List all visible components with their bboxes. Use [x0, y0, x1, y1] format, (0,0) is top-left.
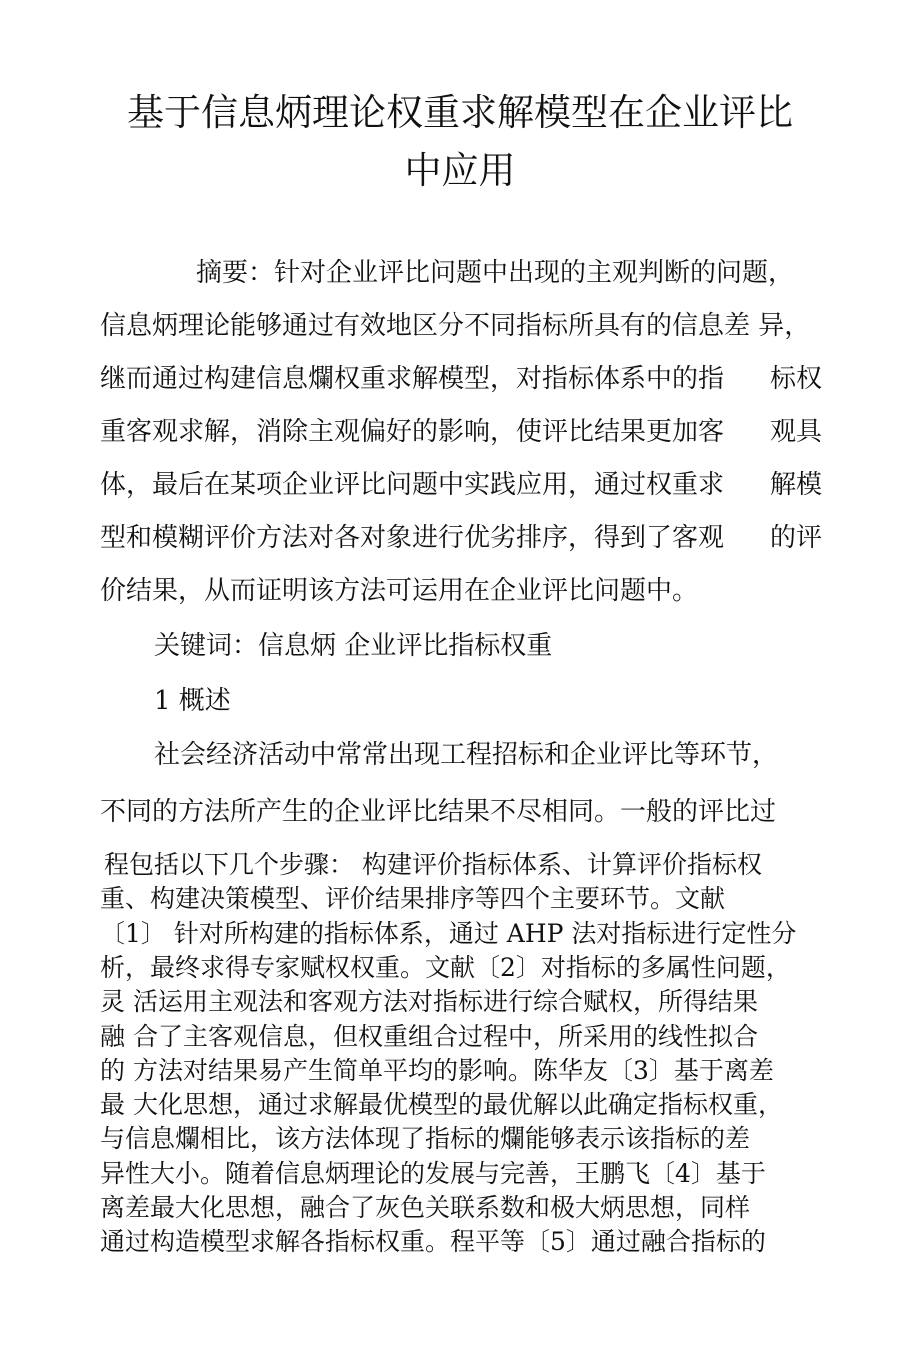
intro-body-line: 离差最大化思想，融合了灰色关联系数和极大炳思想，同样 — [100, 1193, 751, 1222]
intro-body-line: 通过构造模型求解各指标权重。程平等〔5〕通过融合指标的 — [100, 1227, 766, 1256]
intro-body-line: 的 方法对结果易产生简单平均的影响。陈华友〔3〕基于离差 — [100, 1056, 774, 1085]
abstract-line-5-right: 解模 — [770, 470, 823, 500]
title-line-2: 中应用 — [404, 149, 516, 192]
section-heading-overview: 1 概述 — [154, 686, 231, 716]
keywords: 关键词：信息炳 企业评比指标权重 — [154, 631, 553, 661]
abstract-line-4-left: 重客观求解，消除主观偏好的影响，使评比结果更加客 — [100, 417, 725, 447]
abstract-line-5 — [100, 464, 822, 498]
intro-line-1: 社会经济活动中常常出现工程招标和企业评比等环节， — [154, 740, 779, 770]
title-line-1: 基于信息炳理论权重求解模型在企业评比 — [127, 91, 793, 134]
abstract-line-6-left: 型和模糊评价方法对各对象进行优劣排序，得到了客观 — [100, 523, 725, 553]
intro-body-line: 〔1〕 针对所构建的指标体系，通过 AHP 法对指标进行定性分 — [100, 919, 797, 948]
intro-body-line: 与信息爛相比，该方法体现了指标的爛能够表示该指标的差 — [100, 1124, 751, 1153]
intro-body-line: 异性大小。随着信息炳理论的发展与完善，王鹏飞〔4〕基于 — [100, 1159, 766, 1188]
intro-line-2: 不同的方法所产生的企业评比结果不尽相同。一般的评比过 — [100, 797, 777, 827]
intro-body-line: 程包括以下几个步骤： 构建评价指标体系、计算评价指标权 — [104, 850, 762, 879]
abstract-line-4-right: 观具 — [770, 417, 823, 447]
abstract-line-3-left: 继而通过构建信息爛权重求解模型，对指标体系中的指 — [100, 364, 725, 394]
abstract-line-7: 价结果，从而证明该方法可运用在企业评比问题中。 — [100, 576, 699, 606]
intro-body-line: 最 大化思想，通过求解最优模型的最优解以此确定指标权重， — [100, 1090, 783, 1119]
intro-body-line: 融 合了主客观信息，但权重组合过程中，所采用的线性拟合 — [100, 1022, 758, 1051]
abstract-line-3 — [100, 358, 822, 392]
intro-body-line: 灵 活运用主观法和客观方法对指标进行综合赋权，所得结果 — [100, 987, 758, 1016]
abstract-line-5-left: 体，最后在某项企业评比问题中实践应用，通过权重求 — [100, 470, 725, 500]
intro-body-line: 重、构建决策模型、评价结果排序等四个主要环节。文献 — [100, 884, 726, 913]
abstract-line-6 — [100, 517, 822, 551]
abstract-line-1: 摘要：针对企业评比问题中出现的主观判断的问题， — [196, 258, 795, 288]
abstract-line-3-right: 标权 — [770, 364, 823, 394]
abstract-line-4 — [100, 411, 822, 445]
intro-body-line: 析，最终求得专家赋权权重。文献〔2〕对指标的多属性问题， — [100, 953, 791, 982]
abstract-line-2: 信息炳理论能够通过有效地区分不同指标所具有的信息差 异， — [100, 311, 811, 341]
abstract-line-6-right: 的评 — [770, 523, 823, 553]
